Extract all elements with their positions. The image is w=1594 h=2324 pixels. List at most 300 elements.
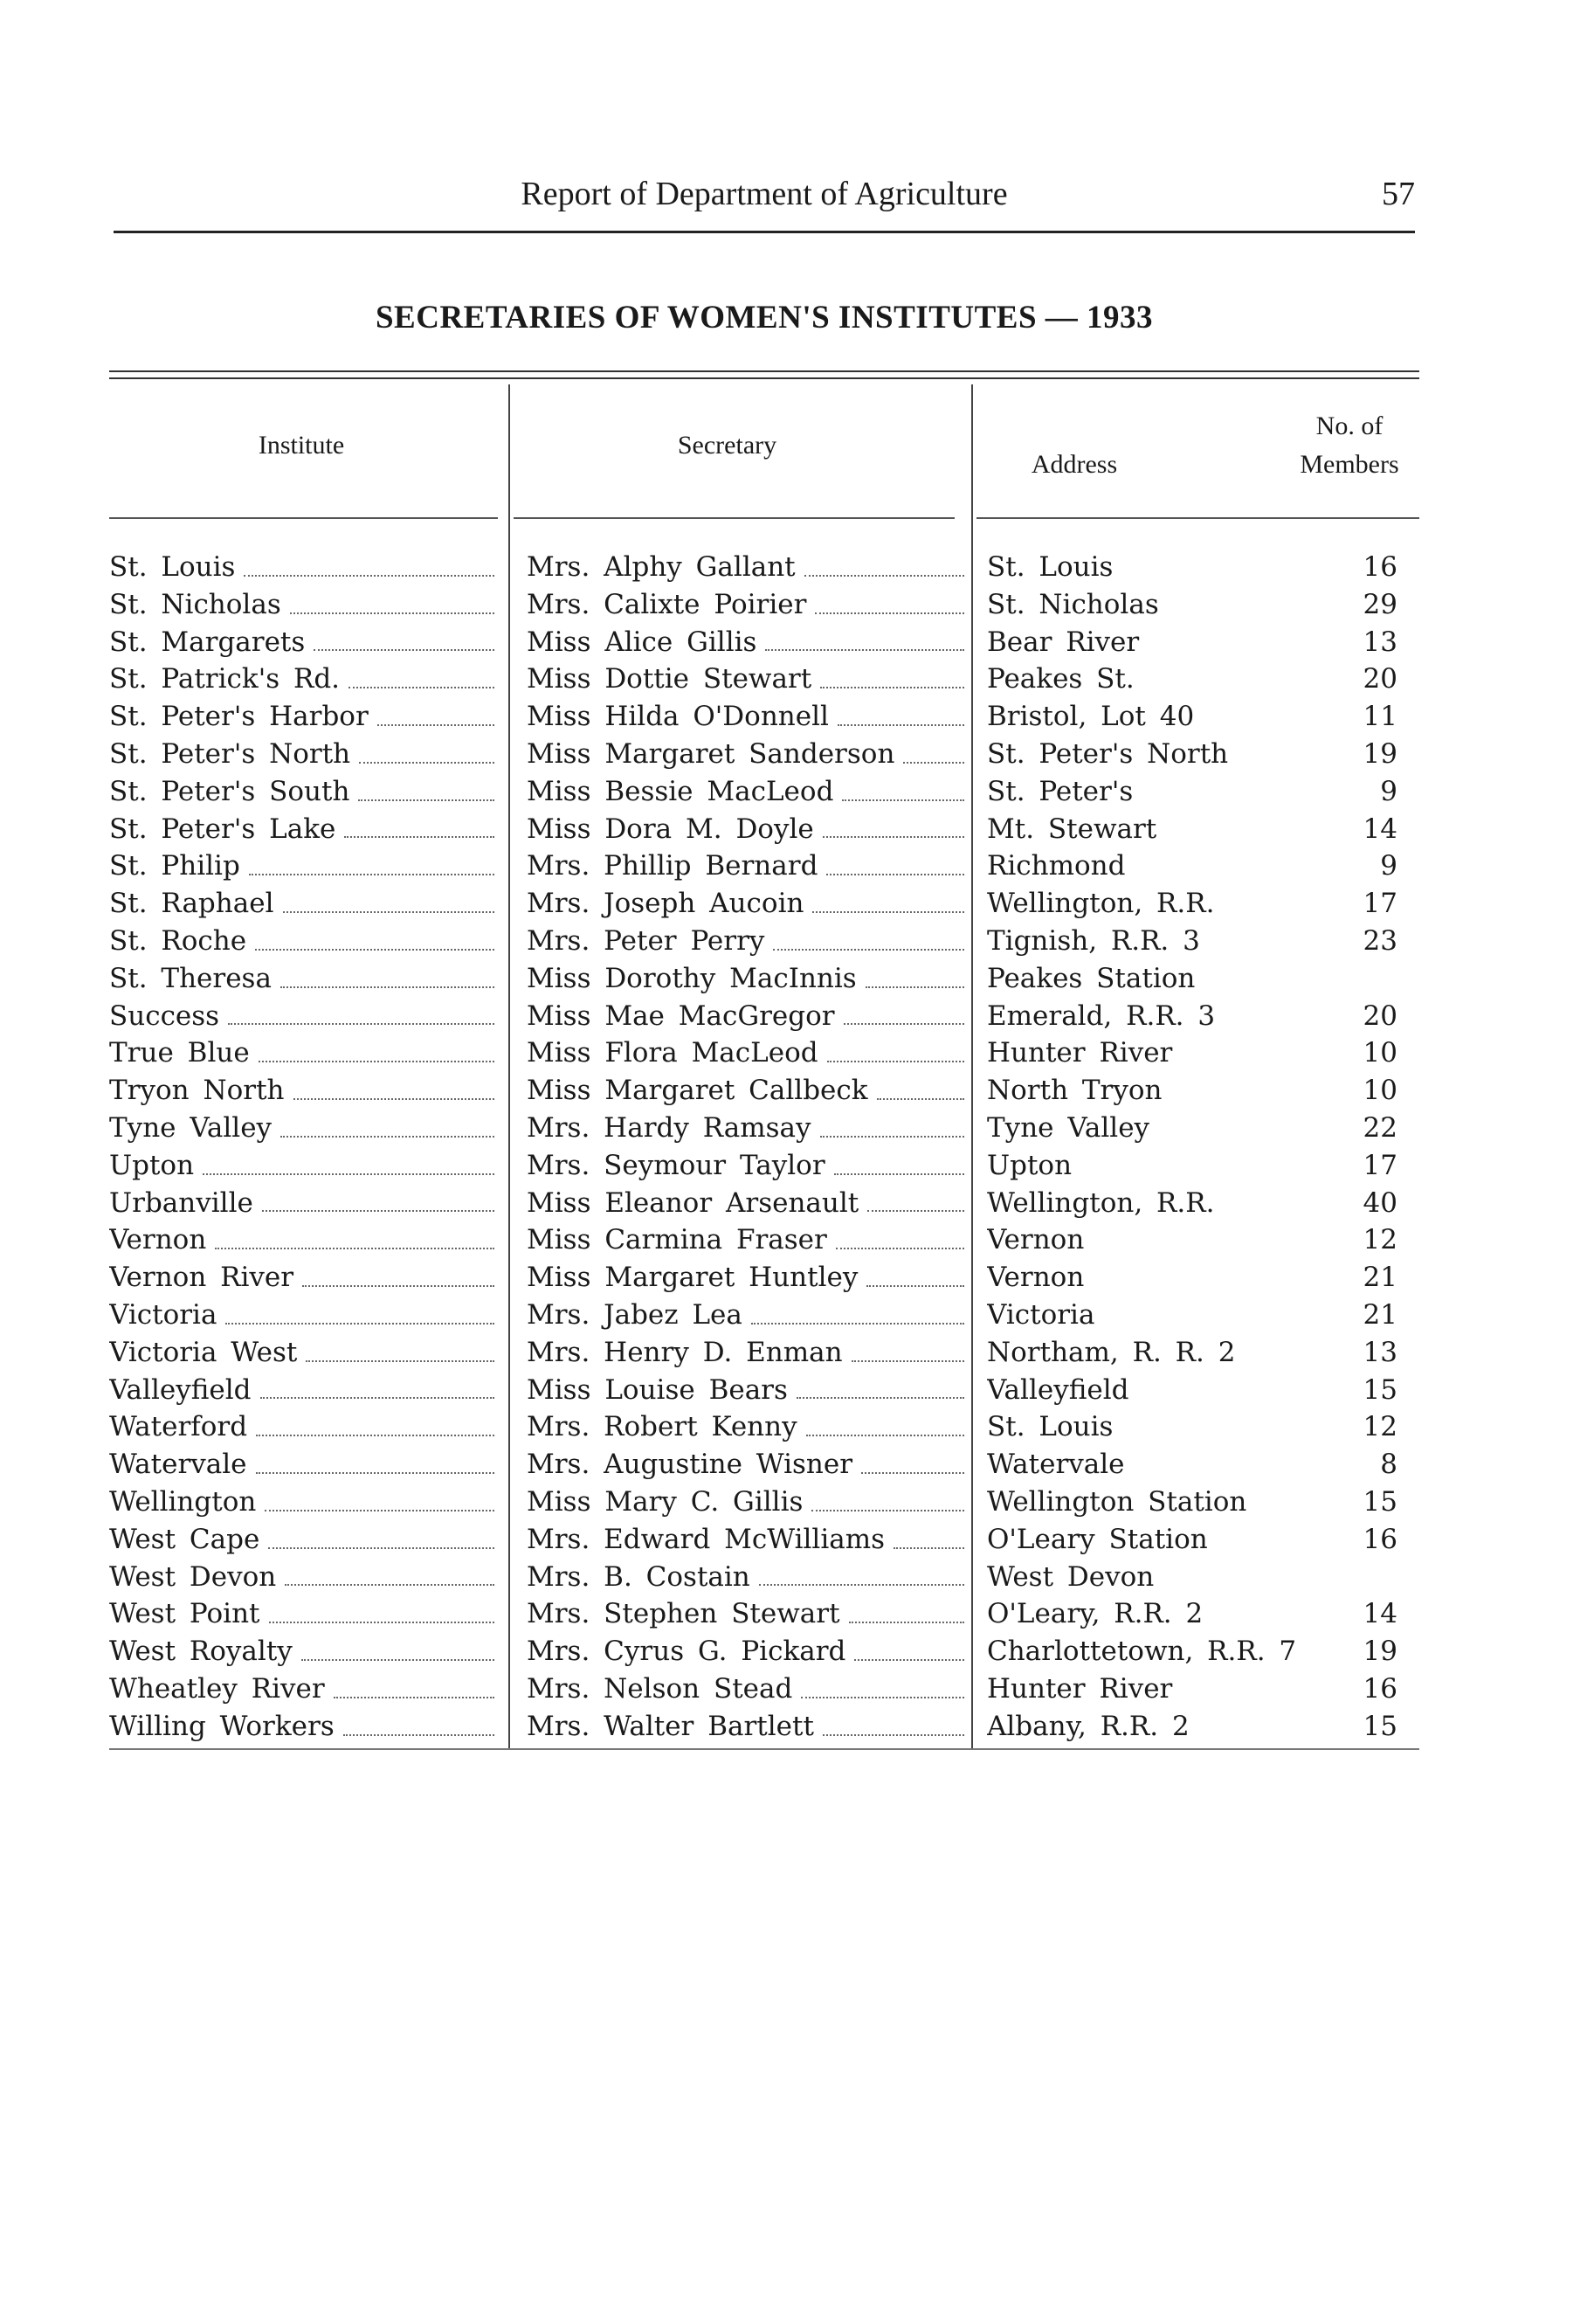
secretary-name: Mrs. Edward McWilliams (527, 1523, 886, 1555)
table-bottom-rule (109, 1748, 1419, 1750)
secretary-name: Mrs. Peter Perry (527, 924, 765, 957)
address-cell: Peakes Station (987, 962, 1196, 994)
secretary-cell (527, 1670, 968, 1708)
members-cell: 21 (1363, 1298, 1397, 1331)
secretary-name: Miss Dora M. Doyle (527, 813, 814, 845)
dot-leader (348, 687, 494, 688)
secretary-cell (527, 1185, 968, 1222)
institute-name: St. Nicholas (109, 588, 281, 620)
members-cell: 20 (1363, 663, 1397, 695)
secretary-name: Mrs. Seymour Taylor (527, 1149, 825, 1181)
table-row (109, 1034, 1419, 1072)
table-row (109, 1185, 1419, 1222)
institute-cell (109, 1408, 498, 1446)
dot-leader (861, 1472, 964, 1474)
table-row (109, 1147, 1419, 1185)
secretary-cell (527, 960, 968, 998)
institute-cell (109, 847, 498, 885)
members-cell: 16 (1363, 1672, 1397, 1705)
table-row (109, 586, 1419, 624)
institute-cell (109, 1708, 498, 1746)
secretary-name: Miss Flora MacLeod (527, 1037, 818, 1069)
members-cell: 17 (1363, 1149, 1397, 1181)
dot-leader (283, 911, 495, 913)
secretary-name: Mrs. Nelson Stead (527, 1672, 793, 1705)
dot-leader (773, 949, 964, 951)
secretary-name: Miss Mae MacGregor (527, 999, 835, 1032)
secretary-name: Mrs. Augustine Wisner (527, 1449, 853, 1481)
secretary-cell (527, 998, 968, 1035)
members-cell: 10 (1363, 1037, 1397, 1069)
secretary-cell (527, 1708, 968, 1746)
address-cell: Hunter River (987, 1672, 1173, 1705)
dot-leader (334, 1697, 494, 1698)
secretary-cell (527, 1446, 968, 1484)
table-row (109, 1259, 1419, 1297)
secretary-cell (527, 1221, 968, 1259)
institute-name: Tryon North (109, 1075, 285, 1107)
table-row (109, 1670, 1419, 1708)
dot-leader (343, 1734, 494, 1736)
institute-cell (109, 1595, 498, 1633)
dot-leader (836, 1248, 964, 1249)
institute-cell (109, 549, 498, 586)
table-row (109, 1334, 1419, 1372)
dot-leader (797, 1397, 964, 1399)
dot-leader (377, 724, 494, 726)
institute-cell (109, 998, 498, 1035)
institute-name: St. Roche (109, 924, 247, 957)
dot-leader (903, 762, 964, 764)
table-row (109, 923, 1419, 960)
dot-leader (228, 1023, 494, 1025)
header-rule (114, 231, 1415, 233)
table-row (109, 773, 1419, 811)
address-cell: Wellington Station (987, 1485, 1247, 1518)
institute-name: St. Margarets (109, 626, 306, 658)
dot-leader (838, 724, 964, 726)
table-row (109, 1595, 1419, 1633)
table-row (109, 1110, 1419, 1147)
address-cell: St. Peter's (987, 775, 1134, 807)
institute-name: West Cape (109, 1523, 260, 1555)
institute-name: True Blue (109, 1037, 250, 1069)
members-cell: 16 (1363, 551, 1397, 583)
dot-leader (820, 1136, 964, 1138)
table-row (109, 698, 1419, 736)
secretary-cell (527, 549, 968, 586)
members-cell: 20 (1363, 999, 1397, 1032)
address-cell: St. Louis (987, 1411, 1114, 1443)
institute-cell (109, 624, 498, 661)
institute-name: Willing Workers (109, 1710, 335, 1742)
secretary-cell (527, 1147, 968, 1185)
secretary-cell (527, 698, 968, 736)
members-cell: 40 (1363, 1186, 1397, 1219)
header-underline (976, 517, 1419, 519)
dot-leader (259, 1061, 494, 1062)
secretary-cell (527, 847, 968, 885)
header-underline (514, 517, 955, 519)
dot-leader (815, 612, 964, 614)
address-cell: Watervale (987, 1449, 1125, 1481)
dot-leader (268, 1547, 494, 1549)
institute-name: St. Raphael (109, 888, 274, 920)
secretary-cell (527, 1110, 968, 1147)
secretary-cell (527, 1484, 968, 1521)
column-header-institute: Institute (258, 431, 345, 460)
dot-leader (894, 1547, 964, 1549)
institute-cell (109, 773, 498, 811)
dot-leader (854, 1659, 964, 1661)
secretary-cell (527, 1408, 968, 1446)
institute-name: Wheatley River (109, 1672, 325, 1705)
dot-leader (290, 612, 494, 614)
table-row (109, 1521, 1419, 1559)
institute-cell (109, 1372, 498, 1409)
table-top-rule (109, 370, 1419, 372)
institute-name: Valleyfield (109, 1373, 252, 1406)
address-cell: Hunter River (987, 1037, 1173, 1069)
table-row (109, 1446, 1419, 1484)
table-row (109, 1072, 1419, 1110)
secretary-cell (527, 1633, 968, 1670)
dot-leader (852, 1360, 964, 1362)
dot-leader (811, 1510, 964, 1511)
secretary-cell (527, 586, 968, 624)
address-cell: Bear River (987, 626, 1140, 658)
secretary-name: Mrs. Phillip Bernard (527, 850, 818, 882)
institute-cell (109, 960, 498, 998)
dot-leader (285, 1584, 494, 1586)
dot-leader (280, 986, 494, 988)
dot-leader (844, 1023, 964, 1025)
dot-leader (306, 1360, 494, 1362)
members-cell: 14 (1363, 1598, 1397, 1630)
address-cell: Vernon (987, 1224, 1085, 1256)
secretary-name: Miss Alice Gillis (527, 626, 757, 658)
address-cell: Richmond (987, 850, 1126, 882)
column-header-members (1271, 407, 1428, 484)
dot-leader (256, 1472, 494, 1474)
table-row (109, 960, 1419, 998)
dot-leader (203, 1173, 494, 1175)
table-body (109, 549, 1419, 1746)
secretary-cell (527, 1034, 968, 1072)
secretary-cell (527, 1259, 968, 1297)
institute-name: Victoria (109, 1298, 217, 1331)
table-row (109, 1372, 1419, 1409)
institute-name: St. Philip (109, 850, 240, 882)
members-cell: 22 (1363, 1111, 1397, 1144)
members-cell: 15 (1363, 1373, 1397, 1406)
secretary-name: Miss Margaret Callbeck (527, 1075, 868, 1107)
address-cell: Victoria (987, 1298, 1095, 1331)
secretary-cell (527, 1297, 968, 1334)
address-cell: Bristol, Lot 40 (987, 701, 1195, 733)
secretary-name: Miss Carmina Fraser (527, 1224, 827, 1256)
address-cell: Wellington, R.R. (987, 1186, 1215, 1219)
institute-cell (109, 923, 498, 960)
dot-leader (344, 836, 494, 838)
members-cell: 15 (1363, 1485, 1397, 1518)
address-cell: Vernon (987, 1262, 1085, 1294)
members-cell: 15 (1363, 1710, 1397, 1742)
dot-leader (249, 874, 494, 875)
secretary-name: Mrs. Cyrus G. Pickard (527, 1636, 846, 1668)
table-row (109, 811, 1419, 848)
dot-leader (806, 1435, 964, 1436)
address-cell: Charlottetown, R.R. 7 (987, 1636, 1297, 1668)
address-cell: Tignish, R.R. 3 (987, 924, 1200, 957)
institute-name: St. Peter's South (109, 775, 350, 807)
dot-leader (827, 1061, 964, 1062)
institute-cell (109, 1259, 498, 1297)
institute-cell (109, 1185, 498, 1222)
column-header-address: Address (1031, 450, 1118, 479)
institute-cell (109, 1670, 498, 1708)
table-row (109, 1221, 1419, 1259)
secretary-name: Mrs. Robert Kenny (527, 1411, 797, 1443)
institute-cell (109, 1484, 498, 1521)
dot-leader (823, 836, 964, 838)
table-row (109, 736, 1419, 773)
running-title: Report of Department of Agriculture (521, 176, 1008, 212)
secretary-cell (527, 811, 968, 848)
table-row (109, 1484, 1419, 1521)
table-row (109, 549, 1419, 586)
institute-cell (109, 885, 498, 923)
address-cell: Valleyfield (987, 1373, 1129, 1406)
secretary-name: Mrs. Alphy Gallant (527, 551, 796, 583)
page-number: 57 (1382, 176, 1415, 212)
secretary-cell (527, 1559, 968, 1596)
secretary-name: Mrs. Stephen Stewart (527, 1598, 840, 1630)
institute-name: St. Peter's Lake (109, 813, 336, 845)
institute-name: West Royalty (109, 1636, 293, 1668)
address-cell: Wellington, R.R. (987, 888, 1215, 920)
members-cell: 12 (1363, 1411, 1397, 1443)
dot-leader (225, 1323, 494, 1325)
dot-leader (866, 986, 964, 988)
institute-name: St. Peter's North (109, 737, 351, 770)
column-header-members-line2: Members (1300, 450, 1399, 479)
institute-cell (109, 1034, 498, 1072)
institute-cell (109, 1334, 498, 1372)
secretary-cell (527, 1595, 968, 1633)
secretary-name: Miss Dorothy MacInnis (527, 962, 857, 994)
secretary-cell (527, 661, 968, 698)
members-cell: 13 (1363, 626, 1397, 658)
secretary-cell (527, 923, 968, 960)
secretary-cell (527, 1521, 968, 1559)
dot-leader (866, 1285, 964, 1287)
secretary-cell (527, 1372, 968, 1409)
institute-name: Tyne Valley (109, 1111, 273, 1144)
header-underline (109, 517, 498, 519)
dot-leader (260, 1397, 495, 1399)
dot-leader (255, 949, 494, 951)
dot-leader (751, 1323, 964, 1325)
institute-cell (109, 661, 498, 698)
institute-cell (109, 736, 498, 773)
table-row (109, 885, 1419, 923)
secretary-cell (527, 1072, 968, 1110)
table-row (109, 1633, 1419, 1670)
table-row (109, 1708, 1419, 1746)
members-cell: 23 (1363, 924, 1397, 957)
address-cell: St. Louis (987, 551, 1114, 583)
institute-name: St. Peter's Harbor (109, 701, 369, 733)
members-cell: 11 (1363, 701, 1397, 733)
table-row (109, 661, 1419, 698)
dot-leader (256, 1435, 494, 1436)
secretary-name: Mrs. Calixte Poirier (527, 588, 807, 620)
address-cell: Tyne Valley (987, 1111, 1150, 1144)
members-cell: 8 (1380, 1449, 1397, 1481)
institute-cell (109, 1110, 498, 1147)
secretary-cell (527, 624, 968, 661)
address-cell: Albany, R.R. 2 (987, 1710, 1190, 1742)
secretary-name: Mrs. B. Costain (527, 1560, 750, 1593)
institute-name: West Point (109, 1598, 260, 1630)
institute-name: West Devon (109, 1560, 277, 1593)
secretary-name: Mrs. Jabez Lea (527, 1298, 742, 1331)
institute-cell (109, 1521, 498, 1559)
secretary-name: Mrs. Hardy Ramsay (527, 1111, 811, 1144)
secretary-name: Mrs. Henry D. Enman (527, 1336, 843, 1368)
dot-leader (834, 1173, 964, 1175)
table-row (109, 1559, 1419, 1596)
members-cell: 16 (1363, 1523, 1397, 1555)
address-cell: O'Leary Station (987, 1523, 1208, 1555)
institute-cell (109, 1147, 498, 1185)
dot-leader (823, 1734, 964, 1736)
table-row (109, 1408, 1419, 1446)
institute-name: Success (109, 999, 220, 1032)
institute-name: St. Theresa (109, 962, 272, 994)
members-cell: 14 (1363, 813, 1397, 845)
dot-leader (280, 1136, 494, 1138)
members-cell: 19 (1363, 1636, 1397, 1668)
members-cell: 17 (1363, 888, 1397, 920)
institute-name: Waterford (109, 1411, 248, 1443)
institute-name: Victoria West (109, 1336, 298, 1368)
secretary-name: Miss Louise Bears (527, 1373, 788, 1406)
address-cell: St. Peter's North (987, 737, 1229, 770)
dot-leader (877, 1098, 964, 1100)
secretary-name: Miss Mary C. Gillis (527, 1485, 804, 1518)
dot-leader (262, 1210, 494, 1212)
dot-leader (302, 1285, 494, 1287)
institute-cell (109, 586, 498, 624)
institute-name: Vernon River (109, 1262, 294, 1294)
institute-cell (109, 1633, 498, 1670)
secretary-name: Miss Hilda O'Donnell (527, 701, 829, 733)
table-row (109, 624, 1419, 661)
institute-cell (109, 1072, 498, 1110)
dot-leader (301, 1659, 494, 1661)
dot-leader (820, 687, 964, 688)
address-cell: West Devon (987, 1560, 1155, 1593)
dot-leader (244, 575, 494, 577)
secretary-name: Miss Margaret Huntley (527, 1262, 859, 1294)
secretary-name: Mrs. Joseph Aucoin (527, 888, 804, 920)
table-top-rule-inner (109, 377, 1419, 379)
table-row (109, 998, 1419, 1035)
institute-name: Upton (109, 1149, 195, 1181)
dot-leader (293, 1098, 494, 1100)
secretary-cell (527, 773, 968, 811)
address-cell: Northam, R. R. 2 (987, 1336, 1236, 1368)
dot-leader (826, 874, 964, 875)
secretary-name: Miss Dottie Stewart (527, 663, 812, 695)
dot-leader (358, 799, 494, 801)
address-cell: North Tryon (987, 1075, 1163, 1107)
institute-name: Watervale (109, 1449, 247, 1481)
secretary-cell (527, 736, 968, 773)
column-header-members-line1: No. of (1315, 412, 1384, 440)
dot-leader (801, 1697, 964, 1698)
secretary-name: Miss Margaret Sanderson (527, 737, 895, 770)
secretary-cell (527, 885, 968, 923)
dot-leader (269, 1622, 494, 1623)
dot-leader (867, 1210, 964, 1212)
address-cell: Peakes St. (987, 663, 1135, 695)
members-cell: 21 (1363, 1262, 1397, 1294)
table-row (109, 1297, 1419, 1334)
dot-leader (265, 1510, 494, 1511)
address-cell: Emerald, R.R. 3 (987, 999, 1216, 1032)
secretary-name: Miss Eleanor Arsenault (527, 1186, 859, 1219)
members-cell: 19 (1363, 737, 1397, 770)
members-cell: 10 (1363, 1075, 1397, 1107)
secretary-name: Mrs. Walter Bartlett (527, 1710, 814, 1742)
secretary-name: Miss Bessie MacLeod (527, 775, 834, 807)
institute-name: St. Louis (109, 551, 236, 583)
institute-name: Vernon (109, 1224, 207, 1256)
institute-cell (109, 1297, 498, 1334)
address-cell: Mt. Stewart (987, 813, 1157, 845)
running-head (114, 175, 1415, 227)
members-cell: 9 (1380, 775, 1397, 807)
column-header-secretary: Secretary (677, 431, 777, 460)
dot-leader (765, 649, 964, 651)
dot-leader (759, 1584, 964, 1586)
members-cell: 9 (1380, 850, 1397, 882)
dot-leader (804, 575, 964, 577)
secretary-cell (527, 1334, 968, 1372)
dot-leader (812, 911, 964, 913)
dot-leader (215, 1248, 494, 1249)
institute-name: St. Patrick's Rd. (109, 663, 341, 695)
institute-name: Wellington (109, 1485, 257, 1518)
institute-name: Urbanville (109, 1186, 253, 1219)
institute-cell (109, 1446, 498, 1484)
dot-leader (359, 762, 494, 764)
dot-leader (842, 799, 964, 801)
table-title: SECRETARIES OF WOMEN'S INSTITUTES — 1933 (375, 300, 1154, 335)
institute-cell (109, 1221, 498, 1259)
members-cell: 13 (1363, 1336, 1397, 1368)
address-cell: St. Nicholas (987, 588, 1159, 620)
address-cell: Upton (987, 1149, 1073, 1181)
dot-leader (314, 649, 494, 651)
institute-cell (109, 1559, 498, 1596)
institute-cell (109, 698, 498, 736)
members-cell: 29 (1363, 588, 1397, 620)
dot-leader (849, 1622, 964, 1623)
